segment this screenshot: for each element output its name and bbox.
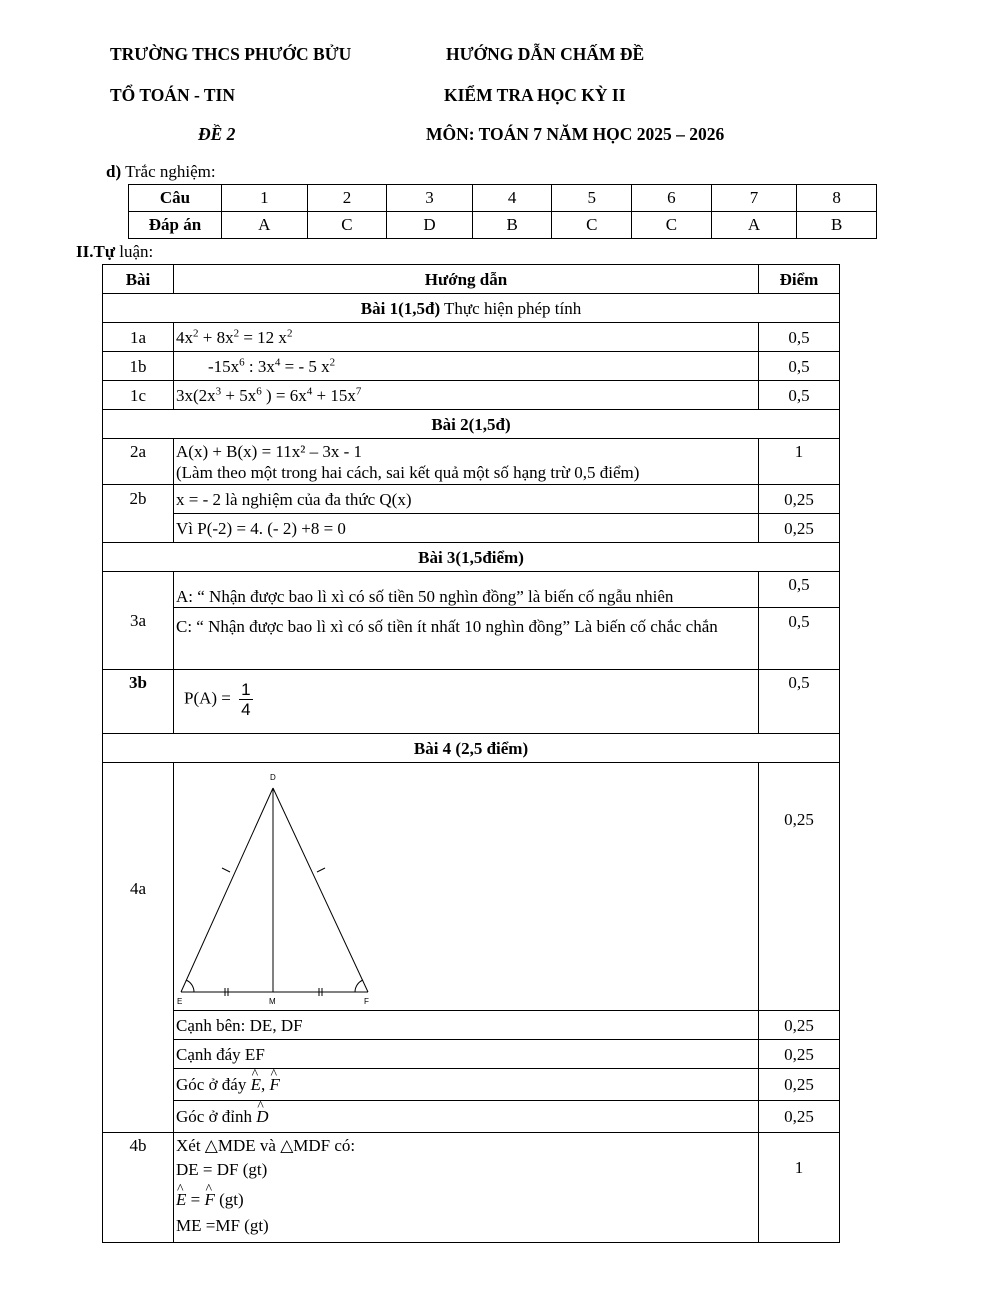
points-cell: 0,25 <box>759 1069 840 1101</box>
mc-answer-table <box>128 184 877 239</box>
mc-question-cell: 7 <box>711 185 797 212</box>
base-angle-label: Góc ở đáy <box>176 1075 247 1094</box>
row-4a-figure <box>103 763 840 1011</box>
col-header-diem: Điểm <box>759 265 840 294</box>
answer-4a-2: Cạnh đáy EF <box>174 1040 759 1069</box>
triangle-figure-cell <box>174 763 759 1011</box>
table-header-row <box>103 265 840 294</box>
side-df <box>273 788 368 992</box>
exam-code: ĐỀ 2 <box>198 124 236 144</box>
doc-title-line1: HƯỚNG DẪN CHẤM ĐỀ <box>446 44 645 64</box>
points-cell: 0,25 <box>759 1011 840 1040</box>
row-4a-4 <box>103 1101 840 1133</box>
points-cell: 0,25 <box>759 485 840 514</box>
points-cell: 0,25 <box>759 1040 840 1069</box>
mc-answer-header: Đáp án <box>129 212 222 239</box>
doc-title-line2: KIỂM TRA HỌC KỲ II <box>444 85 626 105</box>
apex-angle-label: Góc ở đỉnh <box>176 1107 253 1126</box>
answer-4b-line1: Xét △MDE và △MDF có: <box>176 1136 356 1155</box>
label-e: E <box>177 997 183 1006</box>
fraction-numerator: 1 <box>241 680 251 699</box>
angle-arc-f <box>355 980 363 992</box>
bai-cell: 4a <box>103 763 174 1133</box>
fraction <box>239 680 252 719</box>
section-row-2 <box>103 410 840 439</box>
answer-4b <box>174 1133 759 1243</box>
points-cell: 0,5 <box>759 572 840 608</box>
angle-arc-e <box>186 980 194 992</box>
bai-cell: 1a <box>103 323 174 352</box>
answer-4b-line4: ME =MF (gt) <box>176 1216 269 1235</box>
col-header-huongdan: Hướng dẫn <box>174 265 759 294</box>
mc-answer-cell: C <box>632 212 712 239</box>
isosceles-triangle-figure <box>174 763 394 1009</box>
row-4b <box>103 1133 840 1243</box>
answer-2a-note: (Làm theo một trong hai cách, sai kết quả một số hạng trừ 0,5 điểm) <box>176 463 640 482</box>
bai-cell: 2b <box>103 485 174 543</box>
formula-1a: $4x^2 + 8x^2 = 12$ $x^2$ <box>174 323 759 352</box>
mc-answer-cell: C <box>552 212 632 239</box>
mc-label <box>106 162 216 182</box>
angle-d: ^ D <box>256 1106 268 1127</box>
section-title-2: Bài 2(1,5đ) <box>103 410 840 439</box>
essay-label-bold: II.Tự <box>76 242 116 261</box>
row-4a-2 <box>103 1040 840 1069</box>
mc-answer-cell: A <box>222 212 308 239</box>
section-title-3: Bài 3(1,5điểm) <box>103 543 840 572</box>
formula-1c: $3x(2x^3 + 5x^6$ ) = $6x^4 + 15x^7$ <box>174 381 759 410</box>
mc-question-cell: 5 <box>552 185 632 212</box>
school-name: TRƯỜNG THCS PHƯỚC BỬU <box>110 44 352 64</box>
answer-4a-1: Cạnh bên: DE, DF <box>174 1011 759 1040</box>
points-cell: 1 <box>759 1133 840 1243</box>
section-row-3 <box>103 543 840 572</box>
answer-2a <box>174 439 759 485</box>
equals: = <box>186 1190 205 1209</box>
row-2b-2 <box>103 514 840 543</box>
answer-4a-4 <box>174 1101 759 1133</box>
answer-2b-1: x = - 2 là nghiệm của đa thức Q(x) <box>174 485 759 514</box>
side-de <box>181 788 273 992</box>
row-4a-3 <box>103 1069 840 1101</box>
label-f: F <box>364 997 369 1006</box>
section-1-sub: Thực hiện phép tính <box>440 298 582 318</box>
row-1a <box>103 323 840 352</box>
points-cell: 0,25 <box>759 763 840 1011</box>
row-4a-1 <box>103 1011 840 1040</box>
row-3b <box>103 670 840 734</box>
col-header-bai: Bài <box>103 265 174 294</box>
label-m: M <box>269 997 276 1006</box>
section-title-4: Bài 4 (2,5 điểm) <box>103 734 840 763</box>
points-cell: 0,5 <box>759 670 840 734</box>
mc-question-cell: 8 <box>797 185 877 212</box>
points-cell: 0,25 <box>759 1101 840 1133</box>
section-row-1 <box>103 294 840 323</box>
mc-answer-cell: A <box>711 212 797 239</box>
answer-4b-line2: DE = DF (gt) <box>176 1160 268 1179</box>
points-cell: 0,5 <box>759 608 840 670</box>
angle-sep: , <box>261 1075 266 1094</box>
points-cell: 0,5 <box>759 381 840 410</box>
formula-1b: $-15x^6$ : $3x^4$ = - 5 $x^2$ <box>174 352 759 381</box>
tick-de <box>222 868 230 872</box>
department-name: TỔ TOÁN - TIN <box>110 85 235 105</box>
label-d: D <box>270 773 276 782</box>
row-1c <box>103 381 840 410</box>
bai-cell: 1b <box>103 352 174 381</box>
subject-line: MÔN: TOÁN 7 NĂM HỌC 2025 – 2026 <box>426 124 725 144</box>
bai-cell: 4b <box>103 1133 174 1243</box>
mc-label-prefix: d) <box>106 162 122 181</box>
tick-df <box>317 868 325 872</box>
angle-f: ^ F <box>270 1074 280 1095</box>
bai-cell: 3a <box>103 572 174 670</box>
row-3a-2 <box>103 608 840 670</box>
row-3a-1 <box>103 572 840 608</box>
grading-table <box>102 264 840 1243</box>
points-cell: 0,5 <box>759 323 840 352</box>
fraction-denominator: 4 <box>241 700 251 719</box>
points-cell: 0,5 <box>759 352 840 381</box>
row-2a <box>103 439 840 485</box>
answer-3a-1: A: “ Nhận được bao lì xì có số tiền 50 nghìn đồng” là biến cố ngẫu nhiên <box>174 572 759 608</box>
points-cell: 1 <box>759 439 840 485</box>
mc-question-header: Câu <box>129 185 222 212</box>
row-2b-1 <box>103 485 840 514</box>
bai-cell: 2a <box>103 439 174 485</box>
mc-question-cell: 1 <box>222 185 308 212</box>
probability-label: P(A) = <box>184 688 231 708</box>
essay-label <box>76 242 153 262</box>
mc-answer-cell: B <box>472 212 552 239</box>
bai-cell: 1c <box>103 381 174 410</box>
mc-question-cell: 6 <box>632 185 712 212</box>
mc-question-cell: 4 <box>472 185 552 212</box>
bai-cell: 3b <box>103 670 174 734</box>
section-1-bold: Bài 1(1,5đ) <box>360 298 441 318</box>
angle-e: ^ E <box>251 1074 261 1095</box>
mc-answer-cell: D <box>387 212 473 239</box>
mc-question-cell: 2 <box>307 185 387 212</box>
row-1b <box>103 352 840 381</box>
section-row-4 <box>103 734 840 763</box>
answer-4b-line3 <box>176 1183 756 1213</box>
answer-2a-line1: A(x) + B(x) = 11x² – 3x - 1 <box>176 442 363 461</box>
answer-3a-2: C: “ Nhận được bao lì xì có số tiền ít nhất 10 nghìn đồng” Là biến cố chắc chắn <box>174 608 759 670</box>
points-cell: 0,25 <box>759 514 840 543</box>
answer-2b-2: Vì P(-2) = 4. (- 2) +8 = 0 <box>174 514 759 543</box>
mc-label-text: Trắc nghiệm: <box>125 162 216 181</box>
mc-question-row <box>129 185 877 212</box>
mc-answer-cell: B <box>797 212 877 239</box>
essay-label-rest: luận: <box>115 242 154 261</box>
angle-f: ^ F <box>204 1187 214 1213</box>
mc-answer-row <box>129 212 877 239</box>
mc-answer-cell: C <box>307 212 387 239</box>
reason: (gt) <box>214 1190 244 1209</box>
section-title-1 <box>103 294 840 323</box>
angle-e: ^ E <box>176 1187 186 1213</box>
answer-3b <box>174 670 759 734</box>
mc-question-cell: 3 <box>387 185 473 212</box>
